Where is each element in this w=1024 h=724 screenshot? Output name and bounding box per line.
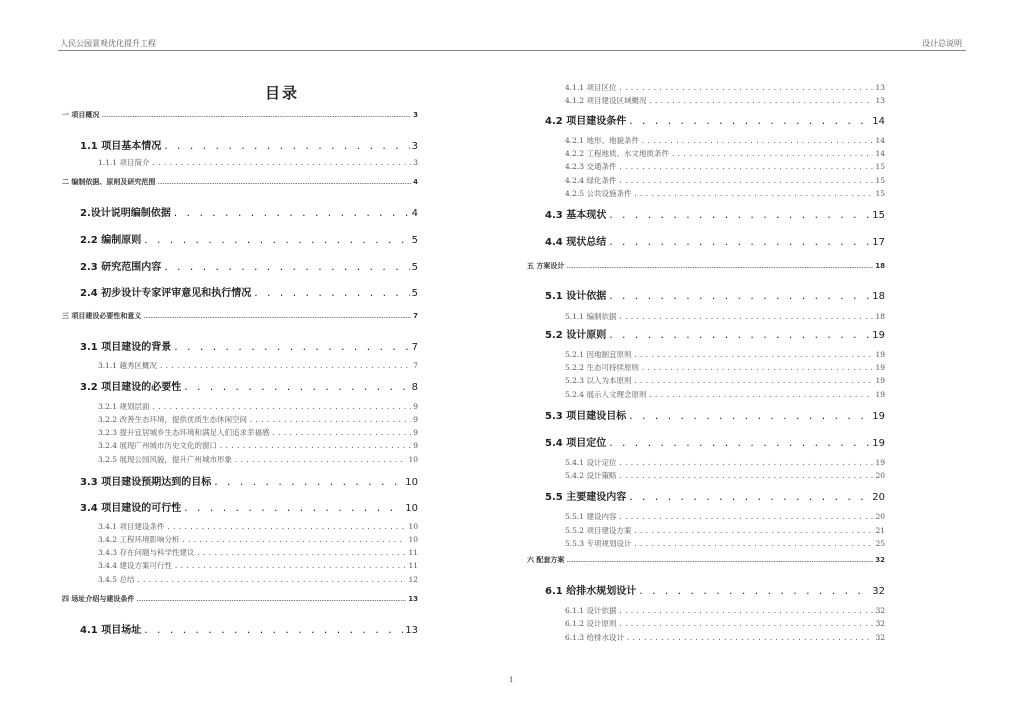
- toc-entry-title: 5.5 主要建设内容: [545, 492, 627, 503]
- toc-entry-page: 32: [875, 556, 885, 564]
- toc-entry-page: 19: [875, 363, 885, 372]
- toc-entry-level-1[interactable]: [62, 596, 418, 603]
- toc-dot-leader: [151, 404, 411, 411]
- toc-dot-leader: [618, 314, 873, 321]
- toc-entry-level-2[interactable]: [62, 142, 418, 152]
- toc-entry-title: 3.2.4 展现广州城市历史文化的窗口: [98, 441, 217, 450]
- toc-title: 目录: [264, 84, 299, 102]
- toc-entry-level-3[interactable]: [62, 159, 418, 167]
- toc-entry-title: 3.2.3 提升宜居城乡生态环境和满足人们追求幸福感: [98, 428, 270, 437]
- toc-dot-leader: [618, 164, 873, 171]
- toc-entry-page: 20: [872, 492, 885, 503]
- toc-entry-level-1[interactable]: [62, 179, 418, 186]
- toc-entry-page: 10: [405, 477, 418, 488]
- toc-entry-title: 5.5.2 项目建设方案: [565, 526, 632, 535]
- toc-entry-level-3[interactable]: [62, 536, 418, 544]
- toc-entry-level-2[interactable]: [527, 493, 885, 503]
- toc-entry-page: 10: [408, 455, 418, 464]
- toc-entry-level-2[interactable]: [62, 343, 418, 353]
- toc-entry-level-2[interactable]: [62, 504, 418, 514]
- toc-entry-level-3[interactable]: [62, 403, 418, 411]
- toc-dot-leader: [566, 557, 873, 564]
- toc-entry-title: 3.4.1 项目建设条件: [98, 522, 165, 531]
- toc-dot-leader: [628, 118, 870, 127]
- toc-entry-level-2[interactable]: [527, 211, 885, 221]
- toc-entry-level-3[interactable]: [527, 527, 885, 535]
- toc-entry-title: 5.2.2 生态可持续原则: [565, 363, 639, 372]
- toc-entry-title: 4.2.4 绿化条件: [565, 176, 617, 185]
- toc-entry-title: 5.5.3 专项规划设计: [565, 539, 632, 548]
- toc-entry-title: 3.2.1 规划层面: [98, 402, 150, 411]
- toc-entry-level-2[interactable]: [62, 263, 418, 273]
- toc-entry-title: 2.设计说明编制依据: [80, 208, 171, 219]
- toc-entry-level-3[interactable]: [527, 377, 885, 385]
- toc-dot-leader: [143, 627, 403, 636]
- toc-dot-leader: [618, 460, 873, 467]
- page-number: 1: [509, 676, 514, 684]
- toc-dot-leader: [626, 635, 873, 642]
- toc-entry-title: 3.4.3 存在问题与科学性建议: [98, 548, 195, 557]
- toc-dot-leader: [648, 98, 873, 105]
- toc-entry-title: 6.1.3 给排水设计: [565, 633, 624, 642]
- toc-entry-page: 10: [405, 503, 418, 514]
- toc-entry-level-3[interactable]: [62, 562, 418, 570]
- toc-dot-leader: [618, 473, 873, 480]
- toc-entry-level-2[interactable]: [527, 439, 885, 449]
- toc-entry-page: 13: [875, 96, 885, 105]
- toc-entry-page: 15: [875, 176, 885, 185]
- toc-dot-leader: [638, 588, 870, 597]
- toc-dot-leader: [163, 143, 409, 152]
- toc-entry-page: 11: [408, 548, 418, 557]
- toc-entry-level-3[interactable]: [527, 177, 885, 185]
- toc-dot-leader: [166, 524, 406, 531]
- toc-entry-page: 32: [872, 586, 885, 597]
- toc-entry-title: 5.3 项目建设目标: [545, 411, 627, 422]
- toc-entry-page: 9: [413, 428, 418, 437]
- toc-dot-leader: [183, 384, 409, 393]
- toc-entry-page: 17: [872, 237, 885, 248]
- toc-dot-leader: [628, 494, 870, 503]
- toc-entry-title: 5.2.4 展示人文理念原则: [565, 390, 647, 399]
- toc-entry-title: 2.3 研究范围内容: [80, 262, 162, 273]
- toc-entry-level-2[interactable]: [62, 209, 418, 219]
- toc-entry-page: 19: [875, 390, 885, 399]
- toc-entry-page: 7: [413, 312, 418, 320]
- toc-dot-leader: [219, 443, 411, 450]
- toc-entry-level-3[interactable]: [527, 634, 885, 642]
- toc-entry-title: 5.5.1 建设内容: [565, 512, 617, 521]
- toc-entry-level-1[interactable]: [62, 112, 418, 119]
- toc-entry-title: 3.3 项目建设预期达到的目标: [80, 477, 212, 488]
- toc-entry-page: 21: [875, 526, 885, 535]
- toc-dot-leader: [648, 392, 873, 399]
- toc-entry-level-1[interactable]: [527, 263, 885, 270]
- toc-entry-title: 4.2.2 工程地质、水文地质条件: [565, 149, 669, 158]
- toc-dot-leader: [181, 537, 406, 544]
- toc-entry-title: 五 方案设计: [527, 262, 565, 270]
- toc-dot-leader: [136, 596, 406, 603]
- toc-entry-level-1[interactable]: [62, 313, 418, 320]
- toc-dot-leader: [157, 179, 411, 186]
- toc-entry-title: 6.1.2 设计原则: [565, 619, 617, 628]
- toc-dot-leader: [608, 212, 870, 221]
- toc-entry-page: 19: [872, 438, 885, 449]
- toc-dot-leader: [671, 151, 873, 158]
- toc-entry-title: 1.1 项目基本情况: [80, 141, 162, 152]
- toc-entry-level-3[interactable]: [62, 362, 418, 370]
- toc-entry-page: 12: [408, 575, 418, 584]
- toc-dot-leader: [618, 514, 873, 521]
- toc-entry-page: 10: [408, 535, 418, 544]
- toc-dot-leader: [173, 210, 410, 219]
- toc-dot-leader: [183, 505, 403, 514]
- toc-dot-leader: [271, 430, 411, 437]
- toc-entry-page: 3: [411, 141, 418, 152]
- toc-entry-title: 5.1 设计依据: [545, 291, 607, 302]
- toc-entry-page: 13: [408, 595, 418, 603]
- toc-entry-level-3[interactable]: [62, 549, 418, 557]
- toc-entry-page: 32: [875, 633, 885, 642]
- toc-entry-title: 六 配套方案: [527, 556, 565, 564]
- toc-dot-leader: [174, 563, 406, 570]
- toc-entry-level-3[interactable]: [527, 391, 885, 399]
- toc-entry-page: 13: [405, 625, 418, 636]
- toc-entry-title: 4.2.5 公共设施条件: [565, 189, 632, 198]
- toc-dot-leader: [253, 290, 409, 299]
- toc-entry-level-3[interactable]: [527, 313, 885, 321]
- toc-entry-title: 4.1 项目场址: [80, 625, 142, 636]
- toc-dot-leader: [633, 191, 873, 198]
- toc-entry-level-3[interactable]: [527, 97, 885, 105]
- toc-entry-page: 18: [872, 291, 885, 302]
- toc-entry-level-2[interactable]: [62, 626, 418, 636]
- toc-entry-title: 一 项目概况: [62, 111, 100, 119]
- toc-dot-leader: [163, 264, 409, 273]
- toc-entry-level-3[interactable]: [527, 472, 885, 480]
- toc-entry-title: 3.4.2 工程环境影响分析: [98, 535, 180, 544]
- toc-entry-page: 9: [413, 402, 418, 411]
- toc-entry-page: 5: [411, 235, 418, 246]
- toc-entry-page: 25: [875, 539, 885, 548]
- toc-dot-leader: [101, 112, 411, 119]
- toc-entry-page: 19: [875, 458, 885, 467]
- toc-entry-level-3[interactable]: [527, 163, 885, 171]
- toc-dot-leader: [143, 313, 411, 320]
- toc-dot-leader: [151, 160, 411, 167]
- toc-entry-page: 15: [875, 189, 885, 198]
- toc-entry-page: 8: [411, 382, 418, 393]
- toc-entry-page: 14: [875, 136, 885, 145]
- toc-entry-level-2[interactable]: [62, 289, 418, 299]
- document-header-section: 设计总说明: [922, 39, 962, 48]
- toc-dot-leader: [196, 550, 406, 557]
- toc-entry-level-2[interactable]: [527, 117, 885, 127]
- toc-entry-page: 15: [872, 210, 885, 221]
- toc-entry-title: 4.2 项目建设条件: [545, 116, 627, 127]
- toc-entry-title: 5.2.3 以人为本原则: [565, 376, 632, 385]
- toc-entry-title: 二 编制依据、原则及研究范围: [62, 178, 156, 186]
- toc-entry-level-3[interactable]: [62, 416, 418, 424]
- toc-dot-leader: [608, 440, 870, 449]
- toc-entry-page: 9: [413, 441, 418, 450]
- toc-entry-title: 6.1 给排水规划设计: [545, 586, 637, 597]
- toc-entry-page: 19: [872, 411, 885, 422]
- toc-entry-level-3[interactable]: [527, 459, 885, 467]
- toc-dot-leader: [143, 237, 409, 246]
- toc-entry-level-3[interactable]: [527, 150, 885, 158]
- toc-entry-title: 三 项目建设必要性和意义: [62, 312, 142, 320]
- toc-entry-level-3[interactable]: [527, 137, 885, 145]
- toc-dot-leader: [173, 344, 409, 353]
- toc-entry-title: 3.2 项目建设的必要性: [80, 382, 182, 393]
- toc-entry-level-2[interactable]: [62, 478, 418, 488]
- toc-entry-title: 5.4.2 设计策略: [565, 471, 617, 480]
- toc-entry-level-3[interactable]: [527, 540, 885, 548]
- toc-dot-leader: [213, 479, 403, 488]
- toc-entry-level-2[interactable]: [527, 238, 885, 248]
- toc-entry-page: 19: [872, 330, 885, 341]
- toc-entry-level-3[interactable]: [62, 456, 418, 464]
- toc-dot-leader: [618, 178, 873, 185]
- toc-dot-leader: [234, 457, 406, 464]
- toc-entry-page: 5: [411, 288, 418, 299]
- toc-entry-page: 32: [875, 606, 885, 615]
- toc-entry-title: 四 场址介绍与建设条件: [62, 595, 135, 603]
- toc-entry-level-2[interactable]: [62, 383, 418, 393]
- header-divider: [58, 50, 966, 51]
- toc-dot-leader: [608, 239, 870, 248]
- toc-entry-level-2[interactable]: [527, 292, 885, 302]
- toc-entry-level-2[interactable]: [62, 236, 418, 246]
- toc-entry-title: 2.4 初步设计专家评审意见和执行情况: [80, 288, 252, 299]
- toc-dot-leader: [136, 577, 406, 584]
- toc-dot-leader: [618, 85, 873, 92]
- toc-entry-title: 1.1.1 项目简介: [98, 158, 150, 167]
- toc-dot-leader: [566, 263, 873, 270]
- toc-entry-title: 4.3 基本现状: [545, 210, 607, 221]
- toc-entry-level-3[interactable]: [527, 607, 885, 615]
- toc-entry-title: 3.4.4 建设方案可行性: [98, 561, 172, 570]
- toc-entry-page: 3: [413, 158, 418, 167]
- toc-entry-title: 3.4 项目建设的可行性: [80, 503, 182, 514]
- toc-entry-level-2[interactable]: [527, 412, 885, 422]
- toc-entry-level-3[interactable]: [527, 364, 885, 372]
- toc-entry-page: 18: [875, 262, 885, 270]
- toc-entry-page: 7: [413, 361, 418, 370]
- toc-entry-title: 3.4.5 总结: [98, 575, 135, 584]
- toc-entry-page: 9: [413, 415, 418, 424]
- toc-entry-level-2[interactable]: [527, 587, 885, 597]
- toc-dot-leader: [633, 352, 873, 359]
- toc-entry-page: 4: [413, 178, 418, 186]
- toc-entry-page: 32: [875, 619, 885, 628]
- toc-entry-title: 4.1.1 项目区位: [565, 83, 617, 92]
- toc-entry-level-3[interactable]: [527, 84, 885, 92]
- toc-entry-level-3[interactable]: [527, 351, 885, 359]
- toc-entry-title: 3.2.2 改善生态环境，提供优质生态休闲空间: [98, 415, 247, 424]
- toc-entry-page: 19: [875, 350, 885, 359]
- toc-entry-page: 3: [413, 111, 418, 119]
- toc-entry-title: 4.2.3 交通条件: [565, 162, 617, 171]
- toc-entry-page: 5: [411, 262, 418, 273]
- toc-entry-level-3[interactable]: [62, 429, 418, 437]
- toc-dot-leader: [633, 378, 873, 385]
- toc-entry-page: 10: [408, 522, 418, 531]
- toc-entry-level-2[interactable]: [527, 331, 885, 341]
- toc-entry-title: 5.2 设计原则: [545, 330, 607, 341]
- toc-dot-leader: [641, 365, 873, 372]
- toc-entry-level-3[interactable]: [527, 620, 885, 628]
- toc-entry-level-3[interactable]: [62, 442, 418, 450]
- toc-dot-leader: [159, 363, 411, 370]
- toc-dot-leader: [618, 608, 873, 615]
- toc-entry-page: 14: [872, 116, 885, 127]
- toc-entry-level-3[interactable]: [62, 576, 418, 584]
- toc-entry-title: 5.4.1 设计定位: [565, 458, 617, 467]
- toc-entry-title: 5.2.1 因地制宜原则: [565, 350, 632, 359]
- toc-dot-leader: [618, 621, 873, 628]
- toc-entry-title: 4.4 现状总结: [545, 237, 607, 248]
- document-header-title: 人民公园景观优化提升工程: [60, 39, 156, 48]
- toc-entry-title: 2.2 编制原则: [80, 235, 142, 246]
- toc-entry-level-3[interactable]: [527, 513, 885, 521]
- toc-entry-page: 4: [411, 208, 418, 219]
- toc-entry-level-1[interactable]: [527, 557, 885, 564]
- toc-entry-page: 13: [875, 83, 885, 92]
- toc-entry-page: 20: [875, 512, 885, 521]
- toc-entry-page: 19: [875, 376, 885, 385]
- toc-entry-level-3[interactable]: [527, 190, 885, 198]
- toc-dot-leader: [641, 138, 873, 145]
- toc-entry-title: 5.4 项目定位: [545, 438, 607, 449]
- toc-entry-title: 4.1.2 项目建设区域概况: [565, 96, 647, 105]
- toc-entry-title: 6.1.1 设计依据: [565, 606, 617, 615]
- toc-dot-leader: [633, 541, 873, 548]
- toc-entry-page: 20: [875, 471, 885, 480]
- toc-entry-title: 4.2.1 地形、地貌条件: [565, 136, 639, 145]
- toc-dot-leader: [249, 417, 411, 424]
- toc-dot-leader: [633, 528, 873, 535]
- toc-dot-leader: [628, 413, 870, 422]
- toc-entry-page: 18: [875, 312, 885, 321]
- toc-entry-page: 14: [875, 149, 885, 158]
- toc-entry-title: 3.1 项目建设的背景: [80, 342, 172, 353]
- toc-dot-leader: [608, 332, 870, 341]
- toc-entry-page: 15: [875, 162, 885, 171]
- toc-dot-leader: [608, 293, 870, 302]
- toc-entry-level-3[interactable]: [62, 523, 418, 531]
- toc-entry-title: 3.2.5 展现公园风貌，提升广州城市形象: [98, 455, 232, 464]
- toc-entry-page: 11: [408, 561, 418, 570]
- toc-entry-page: 7: [411, 342, 418, 353]
- toc-entry-title: 5.1.1 编制依据: [565, 312, 617, 321]
- toc-entry-title: 3.1.1 越秀区概况: [98, 361, 157, 370]
